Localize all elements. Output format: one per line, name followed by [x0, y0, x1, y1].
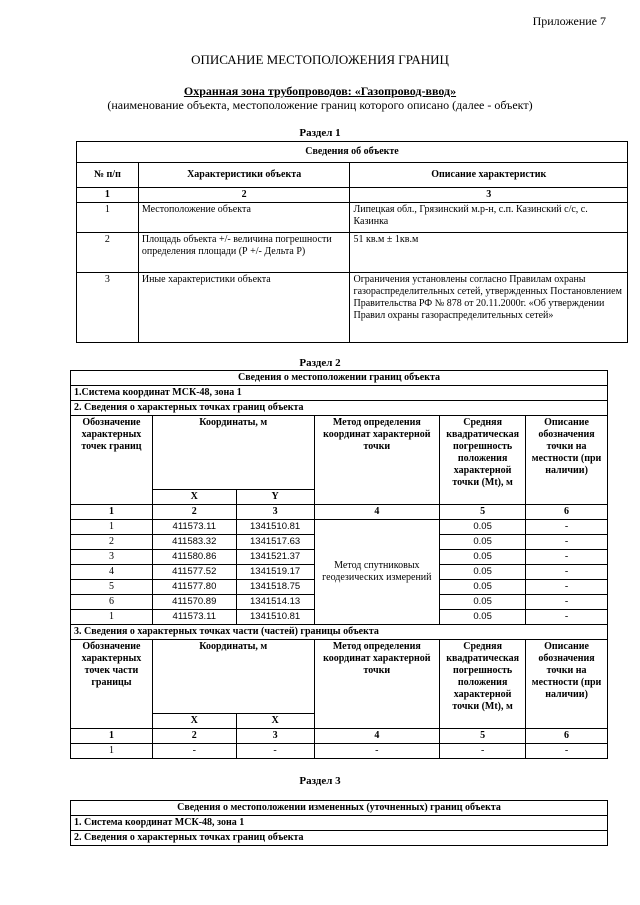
col-header-point: Обозначение характерных точек границ	[71, 416, 153, 505]
point-desc: -	[526, 550, 608, 565]
table-cell: Липецкая обл., Грязинский м.р-н, с.п. Казинский с/с, с. Казинка	[350, 203, 628, 233]
points-title: 2. Сведения о характерных точках границ объекта	[71, 401, 608, 416]
col-number: 3	[236, 505, 314, 520]
point-x: 411577.52	[152, 565, 236, 580]
col-number: 4	[314, 505, 440, 520]
point-id: 5	[71, 580, 153, 595]
table-cell: 51 кв.м ± 1кв.м	[350, 233, 628, 273]
col-number: 5	[440, 505, 526, 520]
col-header-desc: Описание обозначения точки на местности (при наличии)	[526, 640, 608, 729]
table-cell: -	[152, 744, 236, 759]
table-cell: -	[236, 744, 314, 759]
point-id: 2	[71, 535, 153, 550]
coord-system: 1. Система координат МСК-48, зона 1	[71, 816, 608, 831]
point-desc: -	[526, 595, 608, 610]
table-cell: Иные характеристики объекта	[138, 273, 350, 343]
col-header-error: Средняя квадратическая погрешность положения характерной точки (Mt), м	[440, 416, 526, 505]
col-number: 2	[152, 505, 236, 520]
method-cell: Метод спутниковых геодезических измерений	[314, 520, 440, 625]
col-header-coords: Координаты, м	[152, 640, 314, 714]
col-number: 1	[71, 729, 153, 744]
section2-table	[70, 370, 608, 759]
col-number: 1	[77, 188, 139, 203]
point-x: 411583.32	[152, 535, 236, 550]
col-header-desc: Описание обозначения точки на местности (при наличии)	[526, 416, 608, 505]
point-y: 1341518.75	[236, 580, 314, 595]
section1-caption: Раздел 1	[299, 127, 341, 139]
appendix-label: Приложение 7	[532, 14, 606, 28]
table-cell: -	[314, 744, 440, 759]
point-x: 411570.89	[152, 595, 236, 610]
table-cell: 2	[77, 233, 139, 273]
points-title: 2. Сведения о характерных точках границ объекта	[71, 831, 608, 846]
point-y: 1341510.81	[236, 610, 314, 625]
section1-header: Сведения об объекте	[77, 142, 628, 163]
section2-caption: Раздел 2	[299, 357, 341, 369]
section1-table	[76, 141, 628, 343]
col-number: 1	[71, 505, 153, 520]
table-cell: Ограничения установлены согласно Правилам охраны газораспределительных сетей, утвержденных Постановлением Правительства РФ № 878 от 20.11.2000г. «Об утверждении Правил охраны газораспределительных сетей»	[350, 273, 628, 343]
object-subtitle: (наименование объекта, местоположение границ которого описано (далее - объект)	[107, 98, 533, 112]
point-y: 1341510.81	[236, 520, 314, 535]
point-desc: -	[526, 535, 608, 550]
point-error: 0.05	[440, 550, 526, 565]
col-number: 2	[138, 188, 350, 203]
point-y: 1341514.13	[236, 595, 314, 610]
point-error: 0.05	[440, 595, 526, 610]
point-y: 1341521.37	[236, 550, 314, 565]
col-header-coords: Координаты, м	[152, 416, 314, 490]
col-header-error: Средняя квадратическая погрешность положения характерной точки (Mt), м	[440, 640, 526, 729]
point-y: 1341517.63	[236, 535, 314, 550]
section2-header: Сведения о местоположении границ объекта	[71, 371, 608, 386]
coord-system: 1.Система координат МСК-48, зона 1	[71, 386, 608, 401]
col-header-method: Метод определения координат характерной точки	[314, 416, 440, 505]
point-x: 411577.80	[152, 580, 236, 595]
point-id: 1	[71, 610, 153, 625]
col-header-y: Y	[236, 490, 314, 505]
point-id: 1	[71, 520, 153, 535]
table-cell: 1	[71, 744, 153, 759]
col-header-x: X	[152, 714, 236, 729]
col-number: 6	[526, 729, 608, 744]
document-title: ОПИСАНИЕ МЕСТОПОЛОЖЕНИЯ ГРАНИЦ	[191, 52, 449, 67]
table-cell: -	[526, 744, 608, 759]
col-header-x: X	[152, 490, 236, 505]
col-header-x2: X	[236, 714, 314, 729]
col-header-description: Описание характеристик	[350, 163, 628, 188]
section3-caption: Раздел 3	[299, 775, 341, 787]
col-header-characteristic: Характеристики объекта	[138, 163, 350, 188]
point-error: 0.05	[440, 535, 526, 550]
table-cell: Площадь объекта +/- величина погрешности определения площади (Р +/- Дельта Р)	[138, 233, 350, 273]
point-error: 0.05	[440, 610, 526, 625]
object-title-text: Охранная зона трубопроводов: «Газопровод-ввод»	[183, 84, 457, 98]
section3-table	[70, 800, 608, 846]
point-id: 6	[71, 595, 153, 610]
col-header-method: Метод определения координат характерной точки	[314, 640, 440, 729]
col-number: 5	[440, 729, 526, 744]
col-number: 3	[350, 188, 628, 203]
point-desc: -	[526, 565, 608, 580]
table-cell: Местоположение объекта	[138, 203, 350, 233]
point-error: 0.05	[440, 565, 526, 580]
point-x: 411573.11	[152, 520, 236, 535]
parts-title: 3. Сведения о характерных точках части (частей) границы объекта	[71, 625, 608, 640]
object-title	[0, 84, 640, 99]
col-header-num: № п/п	[77, 163, 139, 188]
point-error: 0.05	[440, 520, 526, 535]
point-error: 0.05	[440, 580, 526, 595]
point-x: 411573.11	[152, 610, 236, 625]
col-header-part-point: Обозначение характерных точек части границы	[71, 640, 153, 729]
col-number: 2	[152, 729, 236, 744]
col-number: 6	[526, 505, 608, 520]
point-x: 411580.86	[152, 550, 236, 565]
col-number: 4	[314, 729, 440, 744]
point-desc: -	[526, 610, 608, 625]
table-row	[71, 520, 608, 535]
section3-header: Сведения о местоположении измененных (уточненных) границ объекта	[71, 801, 608, 816]
table-cell: 1	[77, 203, 139, 233]
col-number: 3	[236, 729, 314, 744]
point-desc: -	[526, 580, 608, 595]
table-row	[71, 744, 608, 759]
table-cell: 3	[77, 273, 139, 343]
point-id: 3	[71, 550, 153, 565]
point-y: 1341519.17	[236, 565, 314, 580]
point-desc: -	[526, 520, 608, 535]
table-cell: -	[440, 744, 526, 759]
point-id: 4	[71, 565, 153, 580]
